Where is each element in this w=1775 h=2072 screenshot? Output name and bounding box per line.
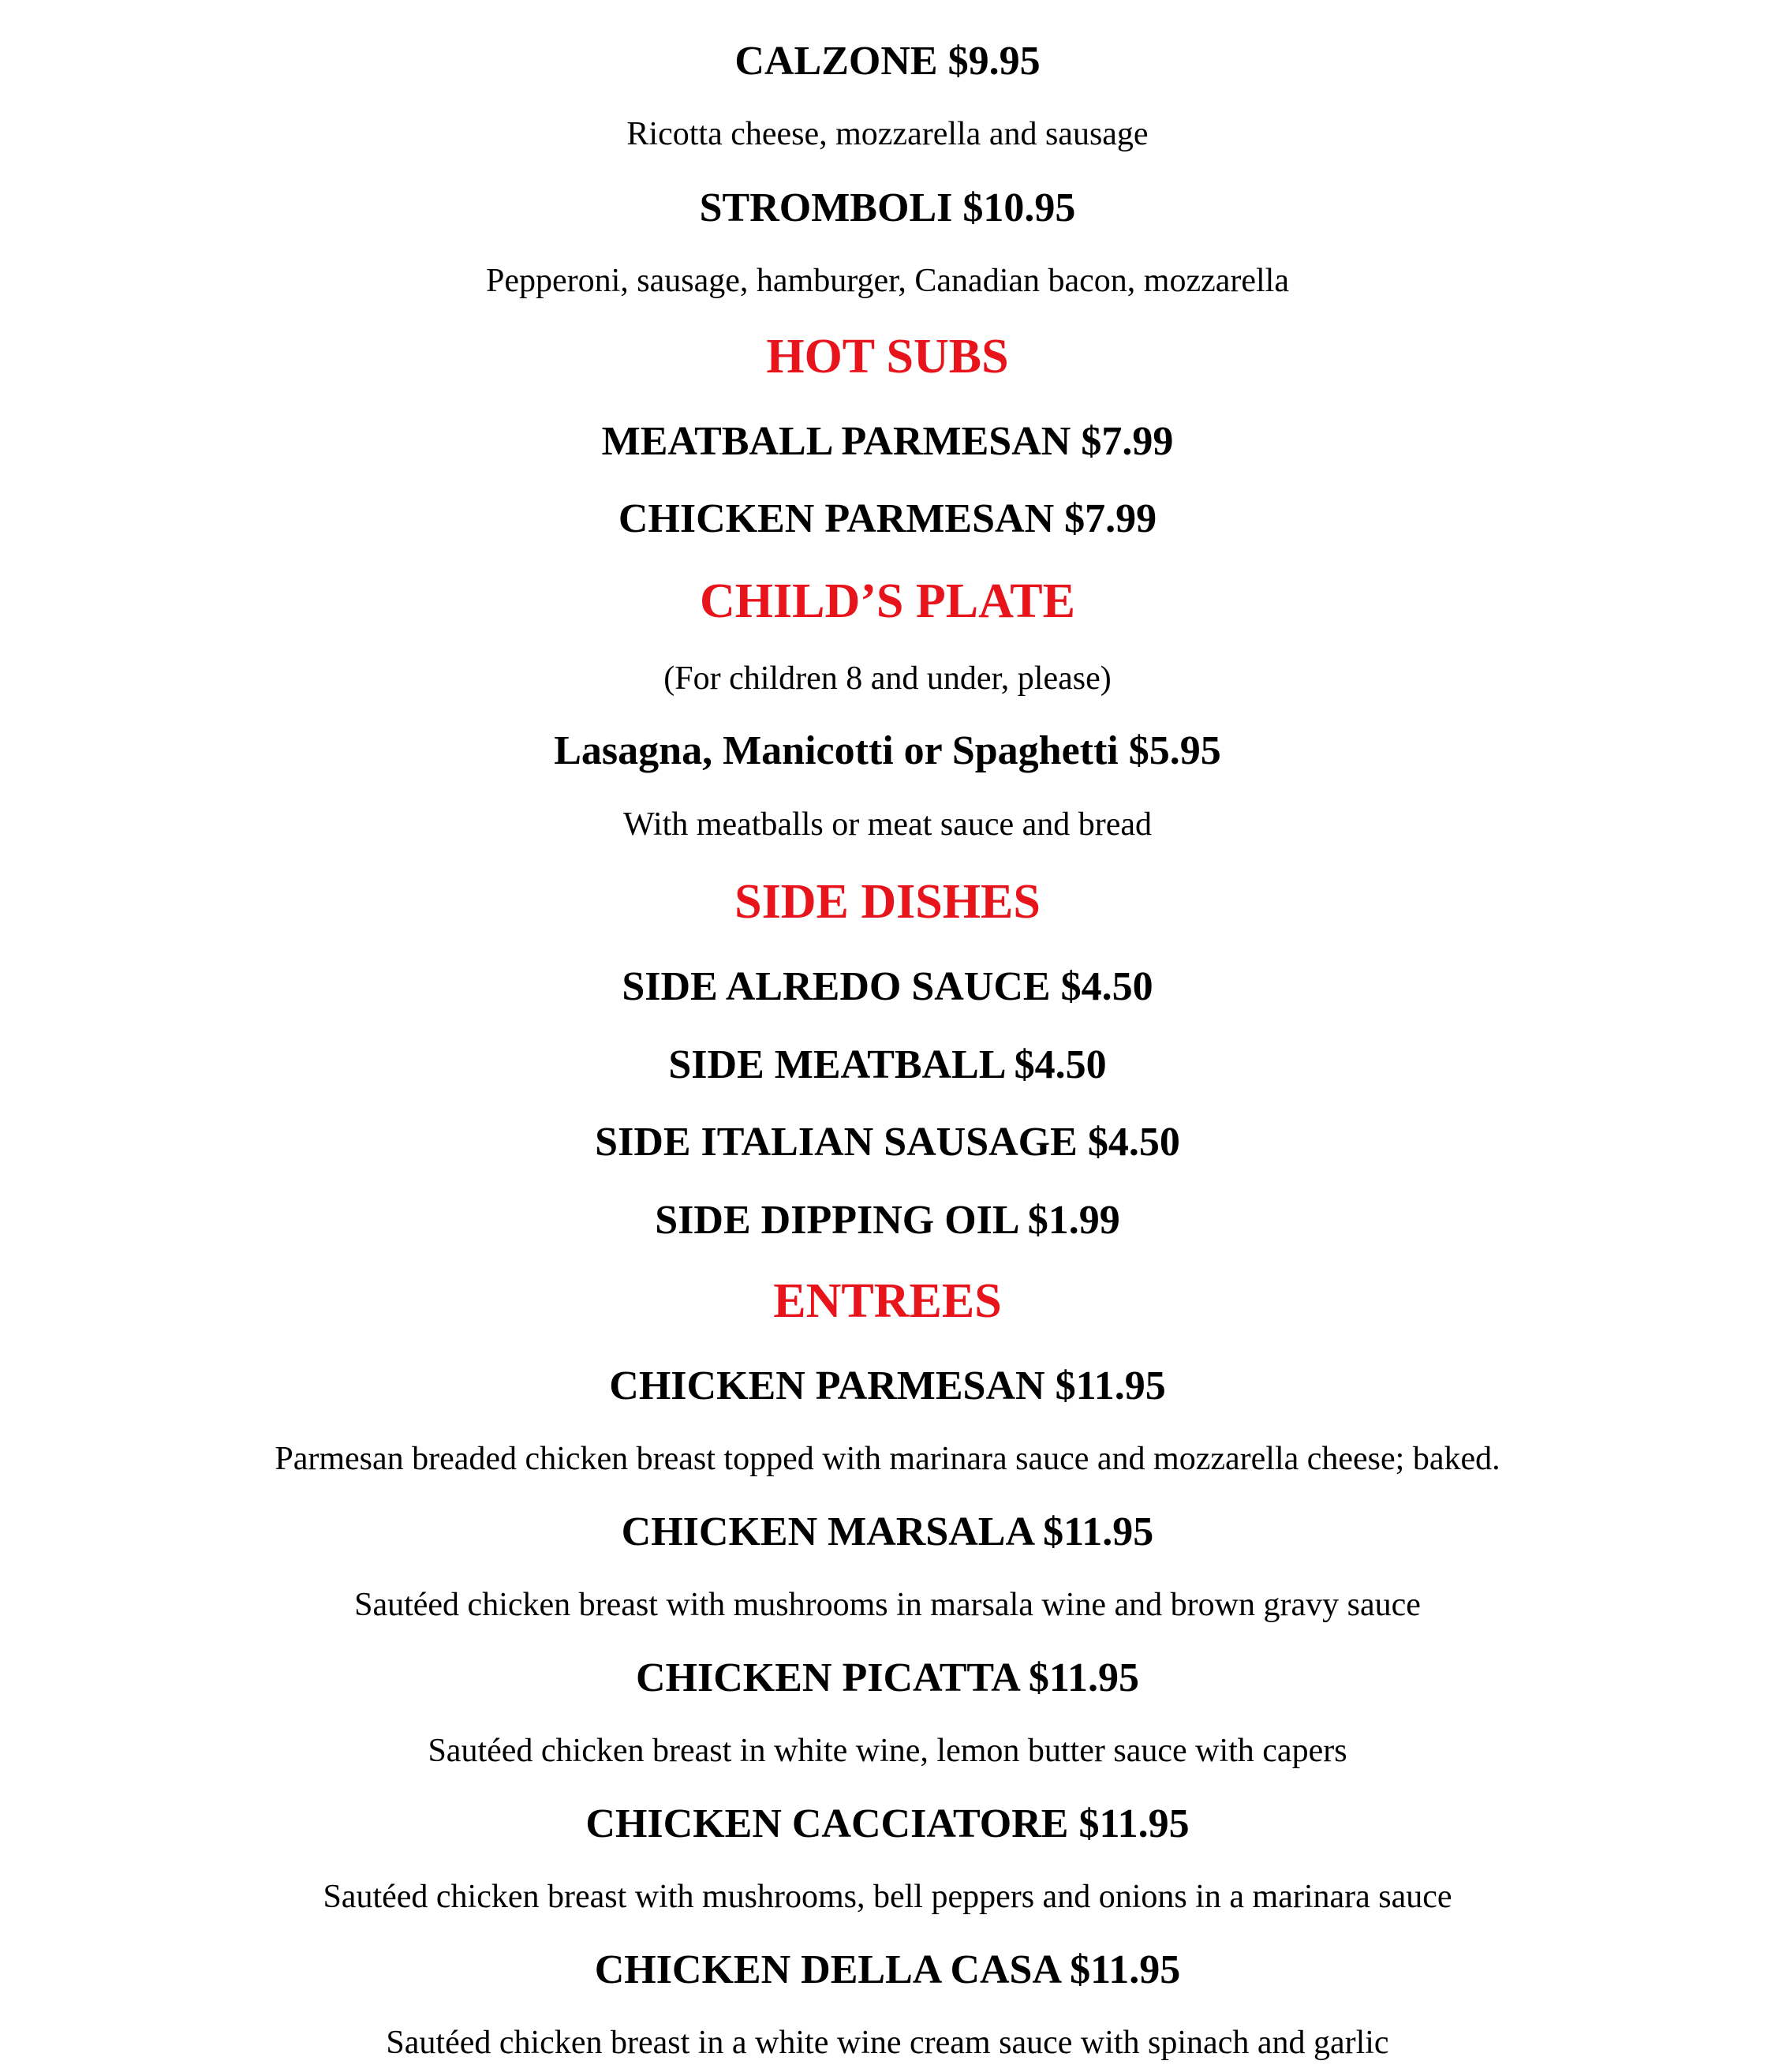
side-dish-item: SIDE ITALIAN SAUSAGE $4.50: [595, 1120, 1180, 1165]
side-dish-item: SIDE ALREDO SAUCE $4.50: [622, 964, 1153, 1009]
childs-plate-heading: CHILD’S PLATE: [700, 574, 1075, 628]
entree-title: CHICKEN MARSALA $11.95: [621, 1509, 1154, 1554]
childs-plate-description: With meatballs or meat sauce and bread: [622, 806, 1153, 843]
entree-title: CHICKEN PICATTA $11.95: [635, 1655, 1140, 1700]
stromboli-title: STROMBOLI $10.95: [699, 185, 1076, 230]
childs-plate-note: (For children 8 and under, please): [663, 660, 1112, 697]
side-dish-item: SIDE DIPPING OIL $1.99: [655, 1198, 1120, 1243]
entree-title: CHICKEN CACCIATORE $11.95: [585, 1801, 1190, 1846]
calzone-description: Ricotta cheese, mozzarella and sausage: [626, 116, 1149, 152]
hot-subs-heading: HOT SUBS: [766, 330, 1009, 383]
entree-description: Sautéed chicken breast in a white wine cream sauce with spinach and garlic: [386, 2025, 1389, 2061]
entree-description: Sautéed chicken breast with mushrooms, bell peppers and onions in a marinara sauce: [323, 1879, 1452, 1915]
side-dishes-heading: SIDE DISHES: [734, 875, 1041, 929]
stromboli-description: Pepperoni, sausage, hamburger, Canadian bacon, mozzarella: [486, 263, 1289, 299]
entree-title: CHICKEN PARMESAN $11.95: [609, 1363, 1166, 1408]
side-dish-item: SIDE MEATBALL $4.50: [668, 1042, 1107, 1087]
entree-description: Parmesan breaded chicken breast topped with marinara sauce and mozzarella cheese; baked.: [275, 1441, 1500, 1477]
hot-sub-item: CHICKEN PARMESAN $7.99: [618, 496, 1157, 541]
calzone-title: CALZONE $9.95: [734, 39, 1041, 84]
hot-sub-item: MEATBALL PARMESAN $7.99: [601, 419, 1174, 464]
entree-description: Sautéed chicken breast in white wine, lemon butter sauce with capers: [428, 1733, 1347, 1769]
childs-plate-title: Lasagna, Manicotti or Spaghetti $5.95: [554, 728, 1221, 773]
entree-title: CHICKEN DELLA CASA $11.95: [594, 1947, 1181, 1992]
entree-description: Sautéed chicken breast with mushrooms in marsala wine and brown gravy sauce: [354, 1587, 1421, 1623]
entrees-heading: ENTREES: [773, 1274, 1002, 1328]
